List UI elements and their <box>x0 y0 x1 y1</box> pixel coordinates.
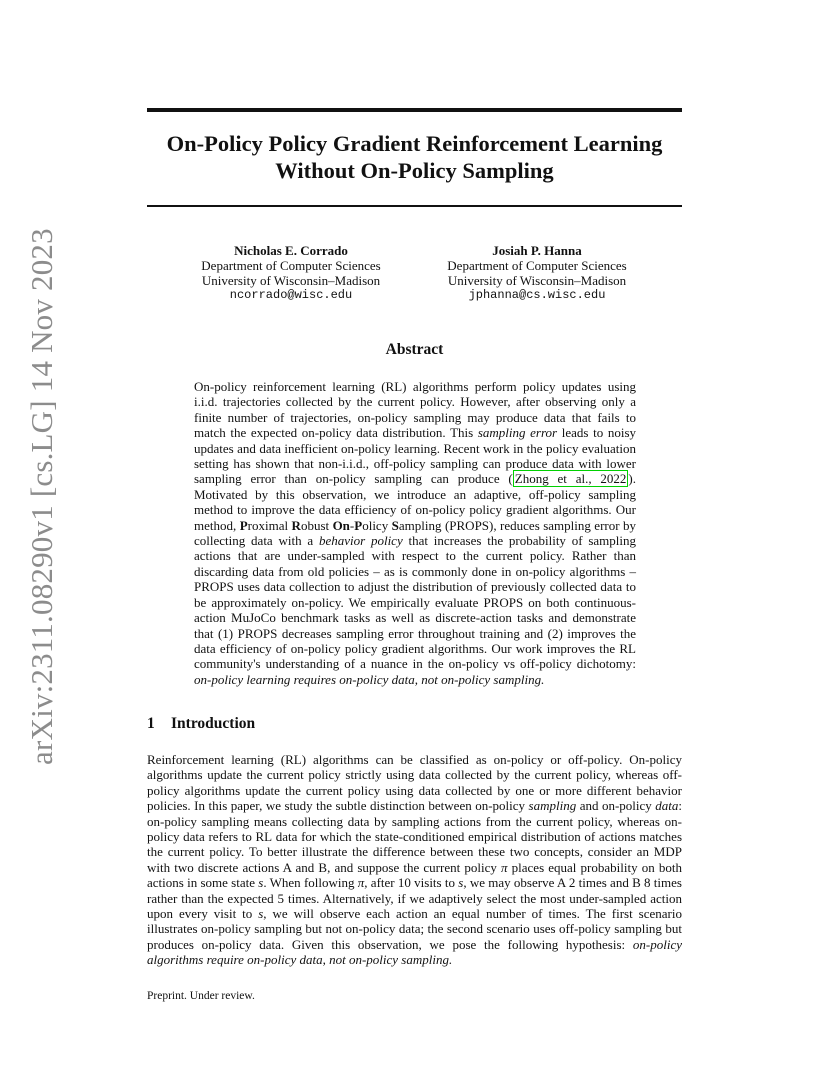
citation-link[interactable]: Zhong et al., 2022 <box>514 471 627 487</box>
section-number: 1 <box>147 715 155 732</box>
title-top-rule <box>147 108 682 112</box>
author-department: Department of Computer Sciences <box>201 258 381 273</box>
author-email: jphanna@cs.wisc.edu <box>468 288 606 302</box>
introduction-text: Reinforcement learning (RL) algorithms can be classified as on-policy or off-policy. On-policy algorithms update the current policy strictly using data collected by the current policy, whereas off-policy algorithms update the current policy using data collected by one or more different behavior policies. In this paper, we study the subtle distinction between on-policy sampling and on-policy data: on-policy sampling means collecting data by sampling actions from the current policy, whereas on-policy data refers to RL data for which the state-conditioned empirical distribution of actions matches the current policy. To better illustrate the difference between these two concepts, consider an MDP with two discrete actions A and B, and suppose the current policy π places equal probability on both actions in some state s. When following π, after 10 visits to s, we may observe A 2 times and B 8 times rather than the expected 5 times. Alternatively, if we adaptively select the most under-sampled action upon every visit to s, we will observe each action an equal number of times. The first scenario illustrates on-policy sampling but not on-policy data; the second scenario uses off-policy sampling but produces on-policy data. Given this observation, we pose the following hypothesis: on-policy algorithms require on-policy data, not on-policy sampling. <box>147 752 683 968</box>
abstract-heading: Abstract <box>385 341 444 358</box>
author-name: Josiah P. Hanna <box>492 243 582 258</box>
author-affiliation: University of Wisconsin–Madison <box>201 273 381 288</box>
author-email: ncorrado@wisc.edu <box>229 288 353 302</box>
author-affiliation: University of Wisconsin–Madison <box>447 273 627 288</box>
author-department: Department of Computer Sciences <box>447 258 627 273</box>
arxiv-identifier-stamp: arXiv:2311.08290v1 [cs.LG] 14 Nov 2023 <box>24 228 59 765</box>
abstract-text: On-policy reinforcement learning (RL) algorithms perform policy updates using i.i.d. trajectories collected by the current policy. However, after observing only a finite number of trajectories, on-policy sampling may produce data that fails to match the expected on-policy data distribution. This sampling error leads to noisy updates and data inefficient on-policy learning. Recent work in the policy evaluation setting has shown that non-i.i.d., off-policy sampling can produce data with lower sampling error than on-policy sampling can produce ( Zhong et al., 2022 ). Motivated by this observation, we introduce an adaptive, off-policy sampling method to improve the data efficiency of on-policy policy gradient algorithms. Our method, Proximal Robust On-Policy Sampling (PROPS), reduces sampling error by collecting data with a behavior policy that increases the probability of sampling actions that are under-sampled with respect to the current policy. Rather than discarding data from old policies – as is commonly done in on-policy algorithms – PROPS uses data collection to adjust the distribution of previously collected data to be approximately on-policy. We empirically evaluate PROPS on both continuous-action MuJoCo benchmark tasks as well as discrete-action tasks and demonstrate that (1) PROPS decreases sampling error throughout training and (2) improves the data efficiency of on-policy policy gradient algorithms. Our work improves the RL community's understanding of a nuance in the on-policy vs off-policy dichotomy: on-policy learning requires on-policy data, not on-policy sampling. <box>194 379 637 687</box>
footer-note: Preprint. Under review. <box>147 990 255 1002</box>
author-block <box>176 243 406 303</box>
paper-title: On-Policy Policy Gradient Reinforcement Learning Without On-Policy Sampling <box>166 131 663 183</box>
author-block <box>422 243 652 303</box>
section-title: Introduction <box>171 715 256 732</box>
section-heading <box>147 715 255 733</box>
author-name: Nicholas E. Corrado <box>234 243 348 258</box>
title-bottom-rule <box>147 205 682 207</box>
